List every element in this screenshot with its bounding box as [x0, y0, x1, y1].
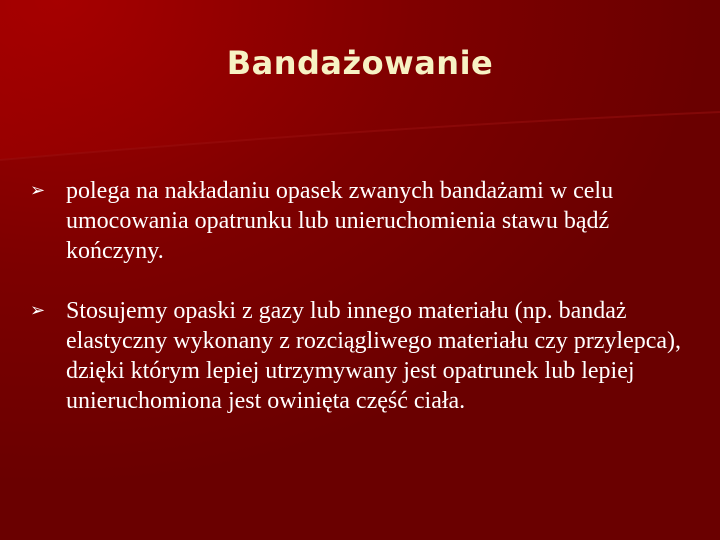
bullet-list: [30, 176, 690, 446]
slide-title: Bandażowanie: [226, 44, 494, 82]
bullet-item: [30, 296, 690, 416]
bullet-item: [30, 176, 690, 266]
bullet-text: polega na nakładaniu opasek zwanych bandażami w celu umocowania opatrunku lub unieruchomienia stawu bądź kończyny.: [66, 178, 614, 264]
arrow-bullet-icon: ➢: [30, 180, 46, 201]
arrow-bullet-icon: ➢: [30, 300, 46, 321]
bullet-text: Stosujemy opaski z gazy lub innego materiału (np. bandaż elastyczny wykonany z rozciągliwego materiału czy przylepca), dzięki którym lepiej utrzymywany jest opatrunek lub lepiej unieruchomiona jest owinięta część ciała.: [66, 298, 682, 414]
